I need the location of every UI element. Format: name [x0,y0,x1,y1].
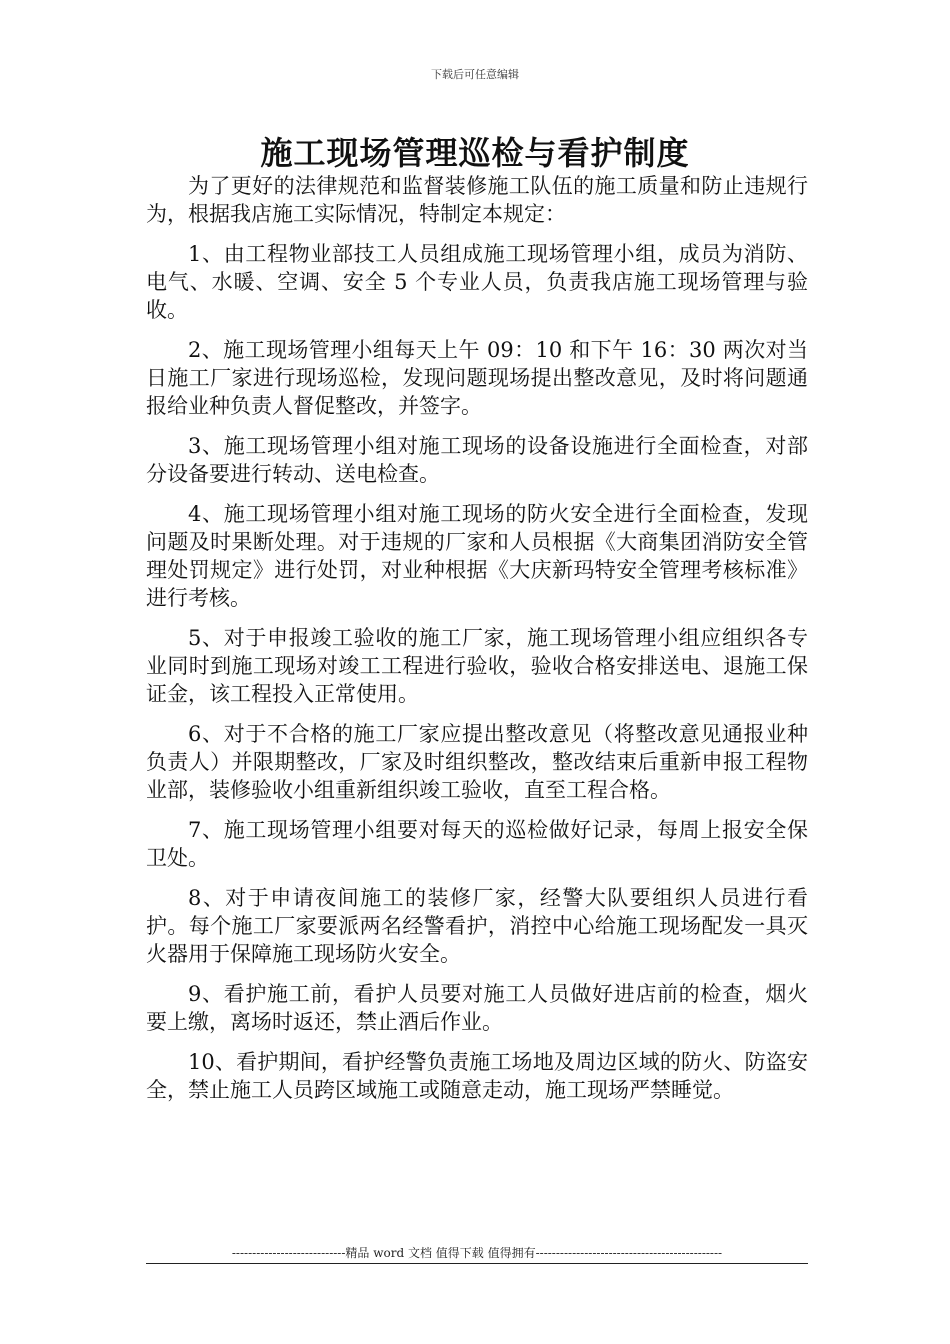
rule-paragraph-5: 5、对于申报竣工验收的施工厂家，施工现场管理小组应组织各专业同时到施工现场对竣工工程进行验收，验收合格安排送电、退施工保证金，该工程投入正常使用。 [146,626,808,706]
rule-paragraph-6: 6、对于不合格的施工厂家应提出整改意见（将整改意见通报业种负责人）并限期整改，厂家及时组织整改，整改结束后重新申报工程物业部，装修验收小组重新组织竣工验收，直至工程合格。 [146,722,808,802]
rule-paragraph-9: 9、看护施工前，看护人员要对施工人员做好进店前的检查，烟火要上缴，离场时返还，禁止酒后作业。 [146,982,808,1034]
rule-paragraph-2: 2、施工现场管理小组每天上午 09：10 和下午 16：30 两次对当日施工厂家进行现场巡检，发现问题现场提出整改意见，及时将问题通报给业种负责人督促整改，并签字。 [146,338,808,418]
rule-paragraph-4: 4、施工现场管理小组对施工现场的防火安全进行全面检查，发现问题及时果断处理。对于违规的厂家和人员根据《大商集团消防安全管理处罚规定》进行处罚，对业种根据《大庆新玛特安全管理考核标准》进行考核。 [146,502,808,610]
rule-paragraph-3: 3、施工现场管理小组对施工现场的设备设施进行全面检查，对部分设备要进行转动、送电检查。 [146,434,808,486]
header-note: 下载后可任意编辑 [431,68,519,81]
intro-paragraph: 为了更好的法律规范和监督装修施工队伍的施工质量和防止违规行为，根据我店施工实际情况，特制定本规定： [146,174,808,226]
document-body [146,172,808,1116]
rule-paragraph-8: 8、对于申请夜间施工的装修厂家，经警大队要组织人员进行看护。每个施工厂家要派两名经警看护，消控中心给施工现场配发一具灭火器用于保障施工现场防火安全。 [146,886,808,966]
rule-paragraph-1: 1、由工程物业部技工人员组成施工现场管理小组，成员为消防、电气、水暖、空调、安全 5 个专业人员，负责我店施工现场管理与验收。 [146,242,808,322]
rule-paragraph-7: 7、施工现场管理小组要对每天的巡检做好记录，每周上报安全保卫处。 [146,818,808,870]
document-title: 施工现场管理巡检与看护制度 [260,134,690,172]
footer-note: ----------------------------精品 word 文档 值得下载 值得拥有---------------------------------------------- [231,1246,723,1260]
footer-divider [146,1263,808,1264]
rule-paragraph-10: 10、看护期间，看护经警负责施工场地及周边区域的防火、防盗安全，禁止施工人员跨区域施工或随意走动，施工现场严禁睡觉。 [146,1050,808,1102]
